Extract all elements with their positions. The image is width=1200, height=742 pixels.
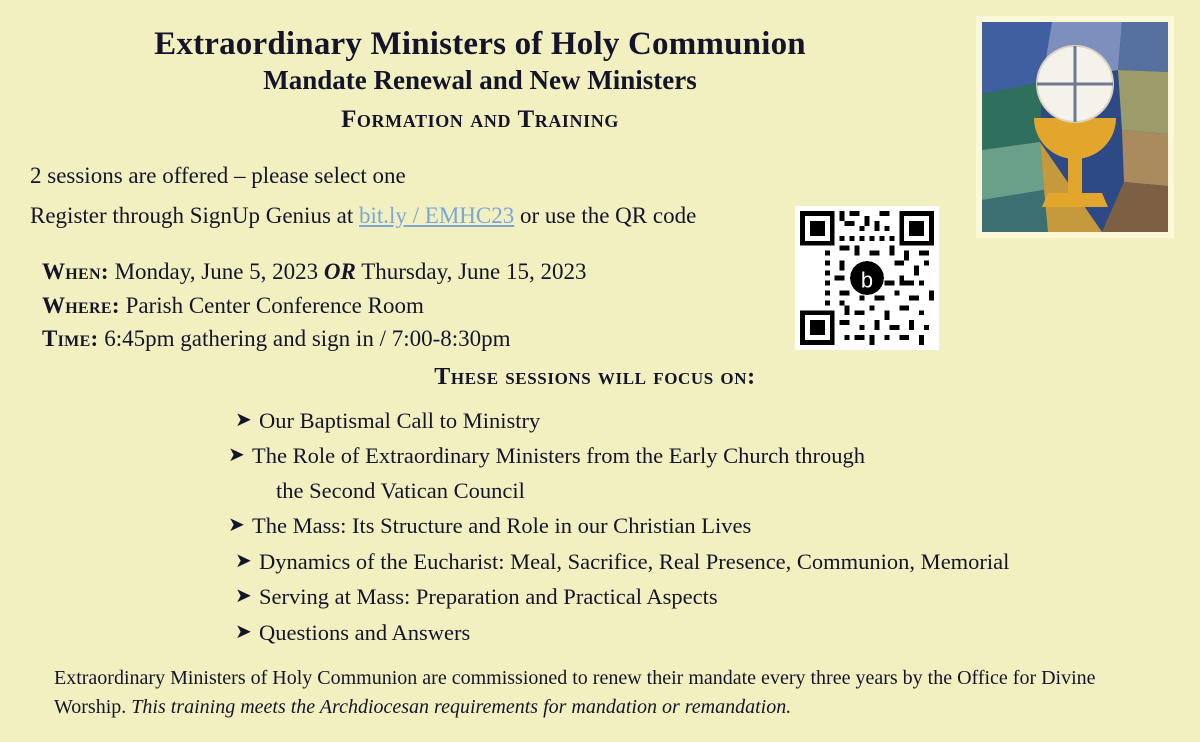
intro-block — [30, 158, 696, 233]
qr-code[interactable] — [795, 206, 939, 350]
intro-line-register — [30, 198, 696, 234]
list-item-label: Dynamics of the Eucharist: Meal, Sacrifice, Real Presence, Communion, Memorial — [259, 548, 1010, 574]
signup-genius-link[interactable]: bit.ly / EMHC23 — [359, 202, 515, 228]
footer-note — [54, 664, 1144, 722]
focus-list — [228, 404, 1168, 651]
title-third-line: Formation and Training — [341, 105, 619, 133]
when-label: When: — [42, 259, 109, 284]
stained-glass-frame — [976, 16, 1174, 238]
detail-row-where — [42, 289, 587, 323]
register-text-after: or use the QR code — [514, 202, 697, 228]
list-item-label: Our Baptismal Call to Ministry — [259, 408, 541, 433]
list-item-text: The Role of Extraordinary Ministers from the Early Church through — [252, 443, 865, 469]
list-item — [228, 580, 1168, 614]
list-item — [228, 616, 1168, 650]
arrow-bullet-icon: ➤ — [235, 585, 252, 608]
arrow-bullet-icon: ➤ — [235, 549, 252, 572]
list-item-label: Serving at Mass: Preparation and Practical Aspects — [259, 584, 718, 610]
list-item-label: Questions and Answers — [259, 619, 471, 645]
arrow-bullet-icon: ➤ — [228, 514, 245, 537]
when-value-second: Thursday, June 15, 2023 — [355, 259, 587, 284]
footer-text: Extraordinary Ministers of Holy Communion are commissioned to renew their mandate every three years by the Office for Divine Worship. — [54, 667, 1096, 718]
title-subtitle: Mandate Renewal and New Ministers — [263, 64, 697, 95]
list-item — [228, 509, 1168, 543]
footer-italic-note: This training meets the Archdiocesan requirements for mandation or remandation. — [131, 696, 792, 718]
intro-line-sessions: 2 sessions are offered – please select one — [30, 163, 406, 188]
time-label: Time: — [42, 326, 99, 352]
detail-row-when — [42, 255, 587, 289]
arrow-bullet-icon: ➤ — [228, 444, 245, 467]
svg-text:b: b — [860, 267, 874, 293]
list-item — [228, 545, 1168, 579]
when-value-first: Monday, June 5, 2023 — [114, 259, 324, 284]
event-details — [42, 255, 587, 356]
time-value: 6:45pm gathering and sign in / 7:00-8:30pm — [104, 326, 511, 352]
list-item-continuation: the Second Vatican Council — [276, 477, 525, 503]
arrow-bullet-icon: ➤ — [235, 409, 252, 431]
focus-heading: These sessions will focus on: — [434, 364, 756, 390]
list-item-label: The Mass: Its Structure and Role in our Christian Lives — [252, 513, 752, 539]
list-item — [228, 439, 1168, 508]
where-value: Parish Center Conference Room — [125, 292, 424, 318]
when-or: OR — [323, 259, 356, 284]
list-item — [228, 404, 1168, 438]
title-main: Extraordinary Ministers of Holy Communion — [154, 26, 806, 62]
stained-glass-icon — [982, 22, 1168, 232]
where-label: Where: — [42, 292, 120, 318]
register-text-before: Register through SignUp Genius at — [30, 202, 359, 228]
list-item-label — [252, 439, 1168, 508]
arrow-bullet-icon: ➤ — [235, 620, 252, 643]
detail-row-time — [42, 322, 587, 356]
page-title — [0, 26, 960, 134]
